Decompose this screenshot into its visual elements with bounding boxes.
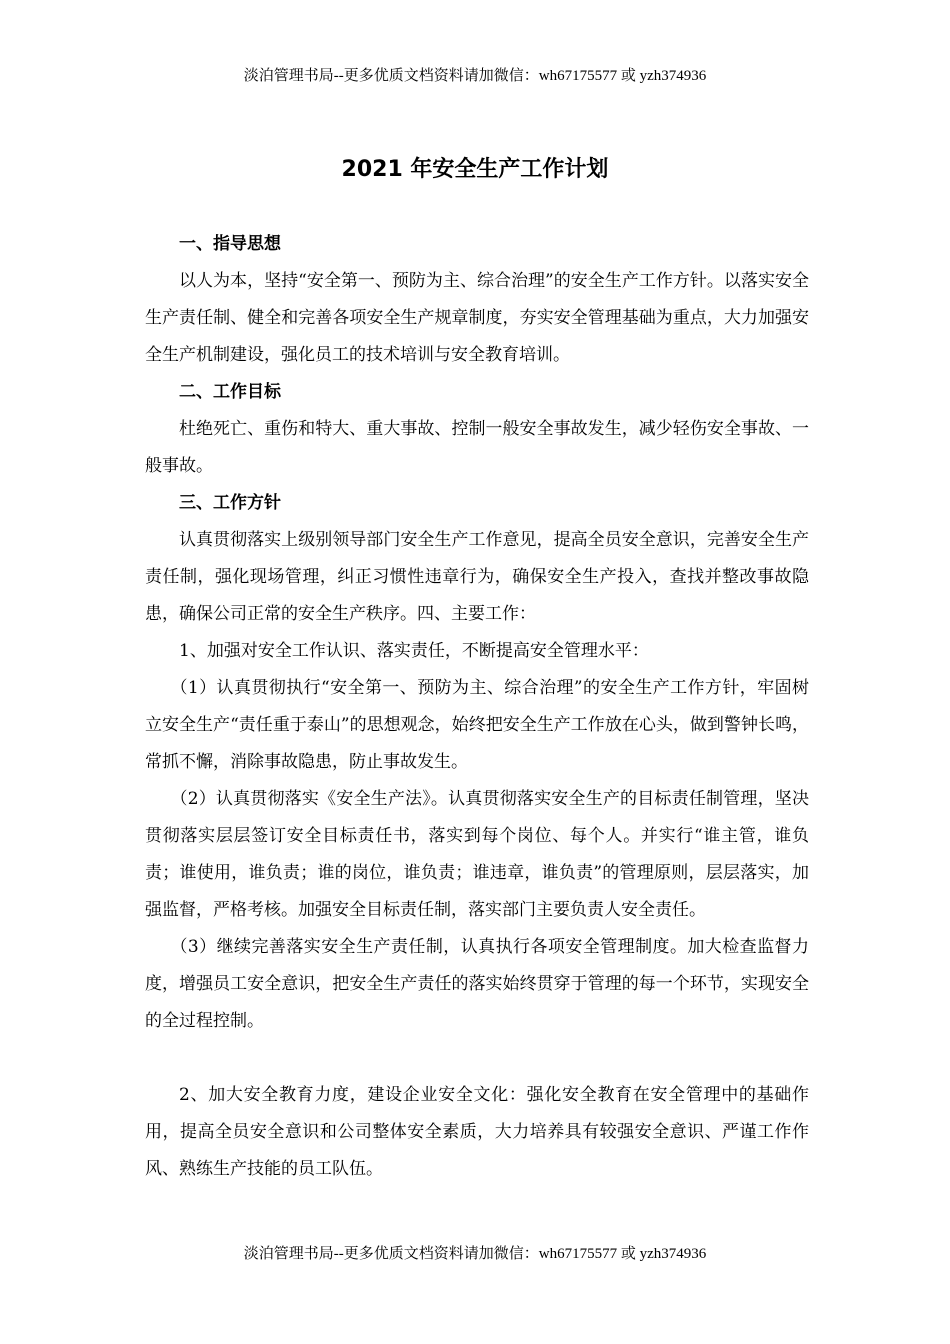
paragraph-guiding-ideology: 以人为本，坚持“安全第一、预防为主、综合治理”的安全生产工作方针。以落实安全生产责任制、健全和完善各项安全生产规章制度，夯实安全管理基础为重点，大力加强安全生产机制建设，强化员工的技术培训与安全教育培训。 bbox=[145, 271, 809, 365]
document-title: 2021 年安全生产工作计划 bbox=[341, 157, 609, 182]
paragraph-subitem-1: （1）认真贯彻执行“安全第一、预防为主、综合治理”的安全生产工作方针，牢固树立安全生产“责任重于泰山”的思想观念，始终把安全生产工作放在心头，做到警钟长鸣，常抓不懈，消除事故隐患，防止事故发生。 bbox=[145, 678, 809, 772]
page-footer: 淡泊管理书局--更多优质文档资料请加微信：wh67175577 或 yzh374936 bbox=[243, 1246, 707, 1262]
paragraph-subitem-2: （2）认真贯彻落实《安全生产法》。认真贯彻落实安全生产的目标责任制管理，坚决贯彻落实层层签订安全目标责任书，落实到每个岗位、每个人。并实行“谁主管，谁负责；谁使用，谁负责；谁的岗位，谁负责；谁违章，谁负责”的管理原则，层层落实，加强监督，严格考核。加强安全目标责任制，落实部门主要负责人安全责任。 bbox=[145, 789, 809, 920]
paragraph-work-policy: 认真贯彻落实上级别领导部门安全生产工作意见，提高全员安全意识，完善安全生产责任制，强化现场管理，纠正习惯性违章行为，确保安全生产投入，查找并整改事故隐患，确保公司正常的安全生产秩序。四、主要工作： bbox=[145, 530, 809, 624]
document-body bbox=[145, 226, 809, 1188]
section-heading-work-policy: 三、工作方针 bbox=[179, 493, 281, 513]
page-header: 淡泊管理书局--更多优质文档资料请加微信：wh67175577 或 yzh374936 bbox=[243, 68, 707, 84]
paragraph-item-1: 1、加强对安全工作认识、落实责任，不断提高安全管理水平： bbox=[179, 641, 649, 661]
paragraph-work-goals: 杜绝死亡、重伤和特大、重大事故、控制一般安全事故发生，减少轻伤安全事故、一般事故。 bbox=[145, 419, 809, 476]
paragraph-item-2: 2、加大安全教育力度，建设企业安全文化：强化安全教育在安全管理中的基础作用，提高全员安全意识和公司整体安全素质，大力培养具有较强安全意识、严谨工作作风、熟练生产技能的员工队伍。 bbox=[145, 1085, 809, 1179]
section-heading-work-goals: 二、工作目标 bbox=[179, 382, 281, 402]
section-heading-guiding-ideology: 一、指导思想 bbox=[179, 234, 281, 254]
paragraph-subitem-3: （3）继续完善落实安全生产责任制，认真执行各项安全管理制度。加大检查监督力度，增强员工安全意识，把安全生产责任的落实始终贯穿于管理的每一个环节，实现安全的全过程控制。 bbox=[145, 937, 809, 1031]
